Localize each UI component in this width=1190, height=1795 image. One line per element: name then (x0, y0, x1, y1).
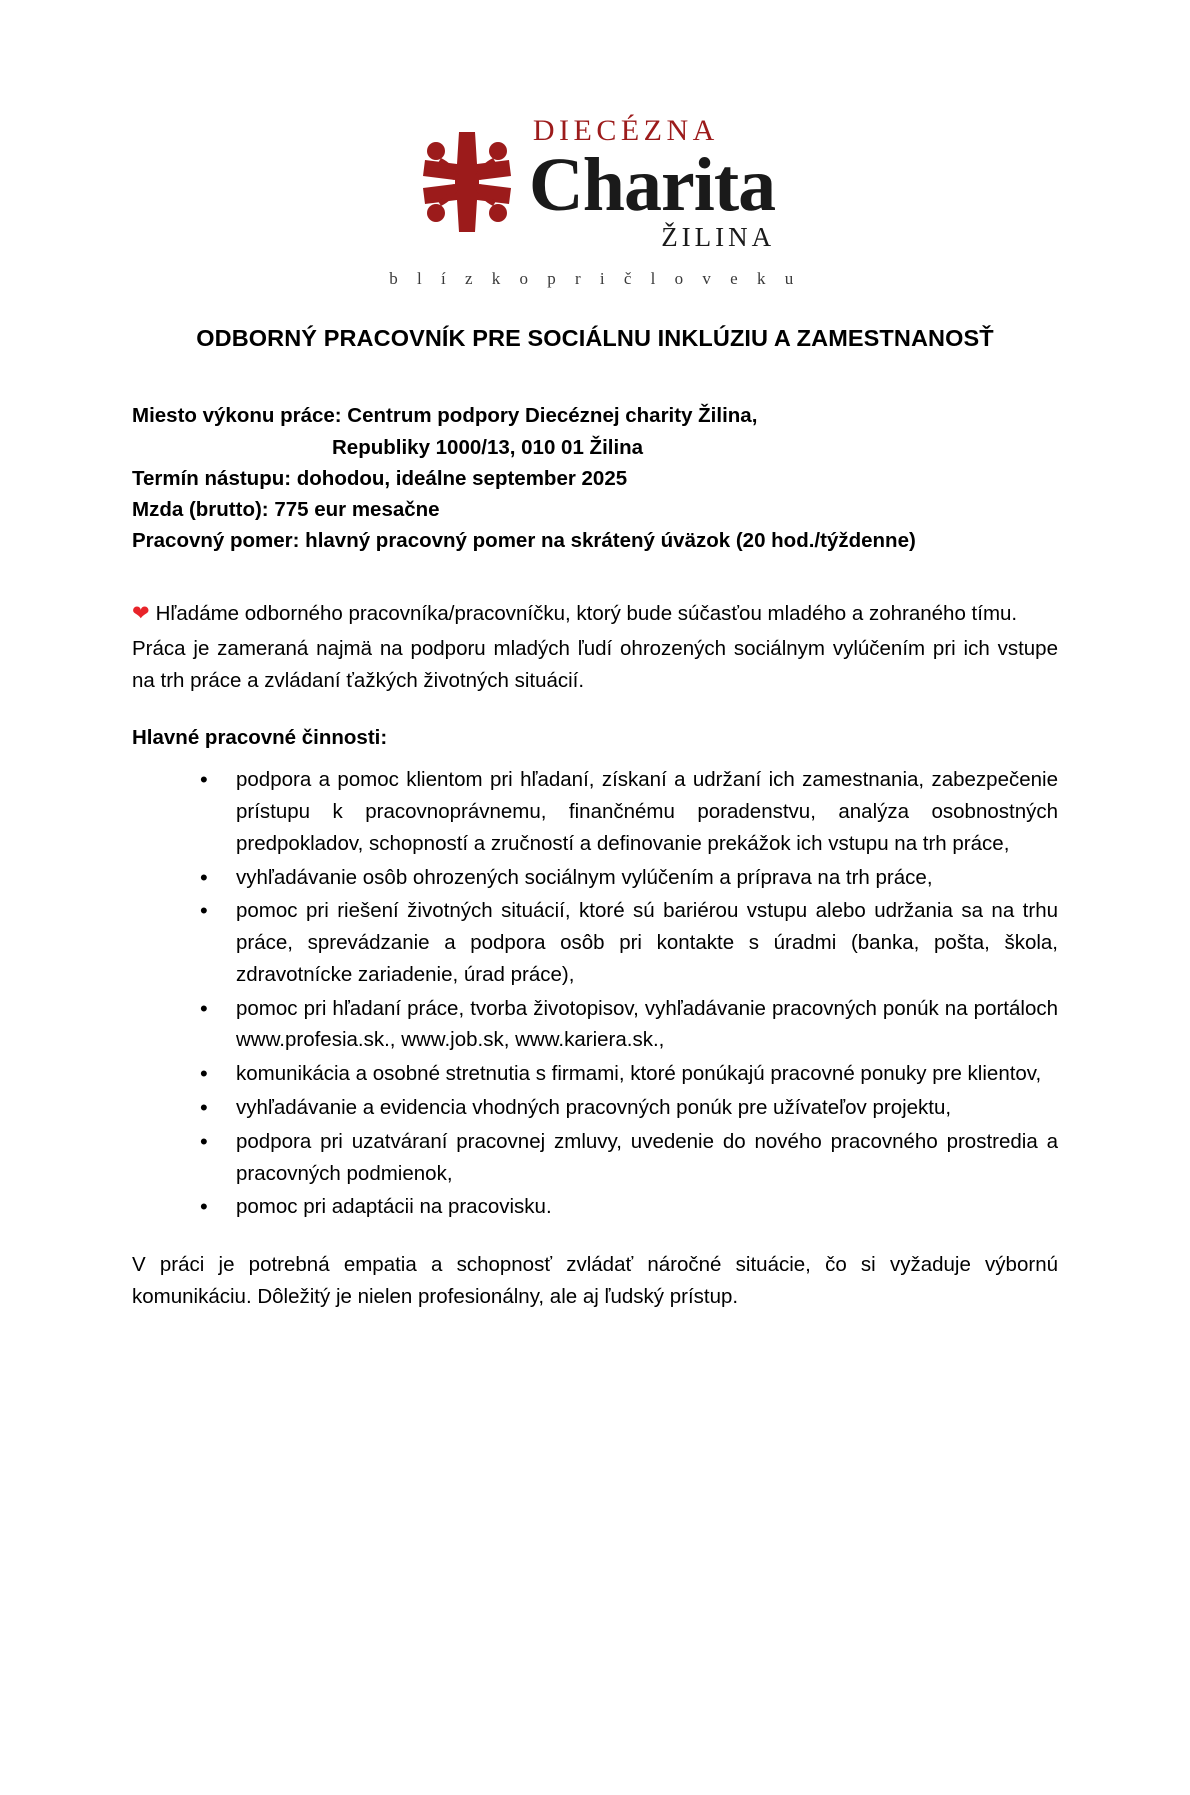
logo-line-zilina: ŽILINA (661, 222, 776, 253)
logo-wordmark (529, 112, 775, 251)
list-item: • vyhľadávanie a evidencia vhodných pracovných ponúk pre užívateľov projektu, (200, 1092, 1058, 1124)
list-item: • pomoc pri riešení životných situácií, ktoré sú bariérou vstupu alebo udržania sa na trhu práce, sprevádzanie a podpora osôb pri kontakte s úradmi (banka, pošta, škola, zdravotnícke zariadenie, úrad práce), (200, 895, 1058, 990)
fact-place-line1: Miesto výkonu práce: Centrum podpory Diecéznej charity Žilina, (132, 404, 758, 428)
charity-cross-icon (415, 130, 519, 234)
logo-main-row (415, 112, 775, 251)
list-item: • pomoc pri adaptácii na pracovisku. (200, 1191, 1058, 1223)
organization-logo (132, 112, 1058, 289)
logo-line-charita: Charita (528, 143, 776, 227)
fact-salary: Mzda (brutto): 775 eur mesačne (132, 497, 440, 521)
list-item: • komunikácia a osobné stretnutia s firmami, ktoré ponúkajú pracovné ponuky pre klientov, (200, 1058, 1058, 1090)
list-item: • podpora a pomoc klientom pri hľadaní, získaní a udržaní ich zamestnania, zabezpečenie prístupu k pracovnoprávnemu, finančnému poradenstvu, analýza osobnostných predpokladov, schopností a zručností a definovanie prekážok ich vstupu na trh práce, (200, 764, 1058, 859)
duties-heading: Hlavné pracovné činnosti: (132, 726, 388, 750)
intro-section (132, 598, 1058, 696)
fact-contract: Pracovný pomer: hlavný pracovný pomer na skrátený úväzok (20 hod./týždenne) (132, 529, 916, 553)
duties-list (132, 764, 1058, 1223)
intro-paragraph-1 (132, 598, 1058, 631)
closing-paragraph: V práci je potrebná empatia a schopnosť zvládať náročné situácie, čo si vyžaduje výbornú komunikáciu. Dôležitý je nielen profesionálny, ale aj ľudský prístup. (132, 1253, 1058, 1308)
logo-line-diecezna: DIECÉZNA (532, 114, 719, 147)
fact-place-line2: Republiky 1000/13, 010 01 Žilina (332, 435, 644, 459)
list-item: • pomoc pri hľadaní práce, tvorba životopisov, vyhľadávanie pracovných ponúk na portáloch www.profesia.sk., www.job.sk, www.kariera.sk., (200, 993, 1058, 1057)
list-item: • podpora pri uzatváraní pracovnej zmluvy, uvedenie do nového pracovného prostredia a pracovných podmienok, (200, 1126, 1058, 1190)
heart-icon: ❤ (132, 602, 150, 626)
logo-tagline: b l í z k o p r i č l o v e k u (389, 269, 801, 289)
intro-paragraph-2: Práca je zameraná najmä na podporu mladých ľudí ohrozených sociálnym vylúčením pri ich vstupe na trh práce a zvládaní ťažkých životných situácií. (132, 636, 1058, 692)
job-facts (132, 400, 1058, 556)
list-item: • vyhľadávanie osôb ohrozených sociálnym vylúčením a príprava na trh práce, (200, 862, 1058, 894)
intro-paragraph-1-text: Hľadáme odborného pracovníka/pracovníčku, ktorý bude súčasťou mladého a zohraného tímu. (155, 602, 1018, 626)
fact-start-date: Termín nástupu: dohodou, ideálne september 2025 (132, 466, 628, 490)
document-content (0, 112, 1190, 1313)
page-title: ODBORNÝ PRACOVNÍK PRE SOCIÁLNU INKLÚZIU A ZAMESTNANOSŤ (196, 325, 994, 352)
document-page (0, 112, 1190, 1795)
